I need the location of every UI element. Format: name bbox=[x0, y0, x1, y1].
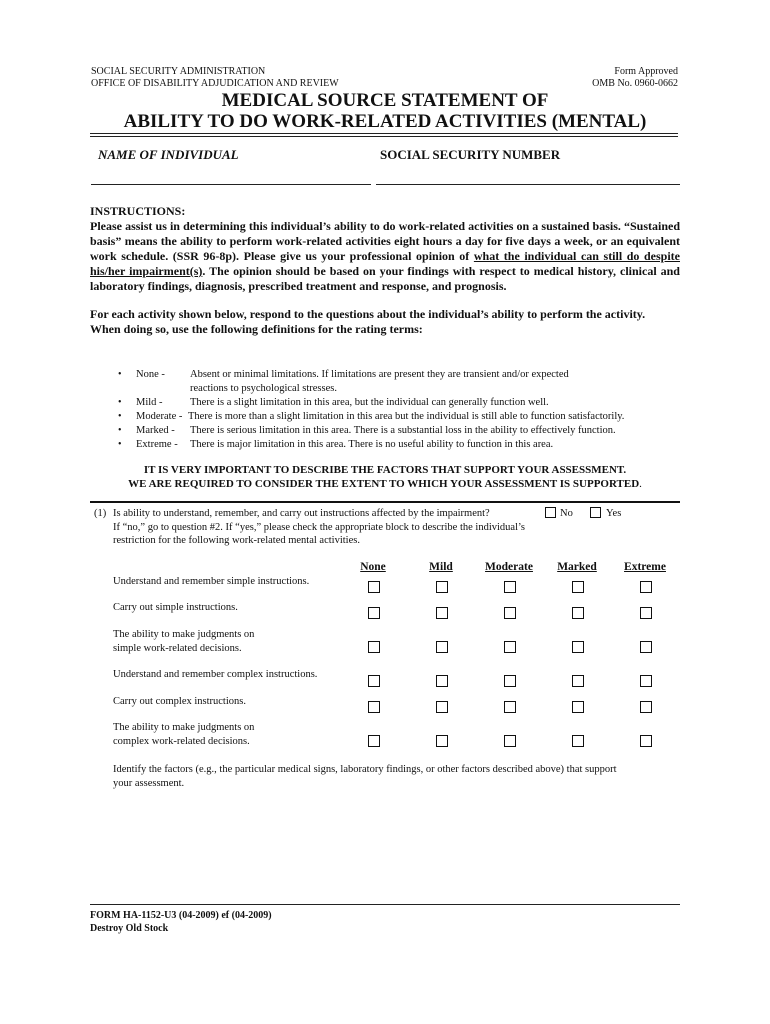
activity-label: Understand and remember simple instructions. bbox=[113, 576, 310, 587]
rating-checkbox-mild[interactable] bbox=[436, 641, 448, 653]
important-line1: IT IS VERY IMPORTANT TO DESCRIBE THE FACTORS THAT SUPPORT YOUR ASSESSMENT. bbox=[143, 464, 627, 476]
important-line2: WE ARE REQUIRED TO CONSIDER THE EXTENT TO WHICH YOUR ASSESSMENT IS SUPPORTED. bbox=[128, 478, 642, 490]
question1-text: Is ability to understand, remember, and carry out instructions affected by the impairment? bbox=[113, 508, 490, 519]
rating-checkbox-none[interactable] bbox=[368, 607, 380, 619]
rating-checkbox-moderate[interactable] bbox=[504, 641, 516, 653]
definitions-list bbox=[118, 368, 678, 452]
rating-checkbox-moderate[interactable] bbox=[504, 607, 516, 619]
question1-yes-label: Yes bbox=[606, 508, 622, 519]
ssn-field[interactable] bbox=[376, 184, 680, 185]
rating-checkbox-moderate[interactable] bbox=[504, 675, 516, 687]
definition-none: • None - Absent or minimal limitations. If limitations are present they are transient and/or expected bbox=[118, 369, 569, 380]
instructions-underlined: what the individual can still do despite his/her impairment(s) bbox=[90, 249, 680, 278]
page-title-line2: ABILITY TO DO WORK-RELATED ACTIVITIES (MENTAL) bbox=[123, 111, 647, 132]
destroy-old-stock: Destroy Old Stock bbox=[90, 923, 169, 934]
rating-checkbox-moderate[interactable] bbox=[504, 581, 516, 593]
rating-checkbox-extreme[interactable] bbox=[640, 701, 652, 713]
definition-none-cont: reactions to psychological stresses. bbox=[190, 383, 337, 394]
section-divider bbox=[90, 501, 680, 503]
rating-checkbox-mild[interactable] bbox=[436, 607, 448, 619]
instructions-heading: INSTRUCTIONS: bbox=[90, 204, 186, 218]
title-divider bbox=[90, 133, 678, 137]
form-number: FORM HA-1152-U3 (04-2009) ef (04-2009) bbox=[90, 910, 272, 921]
rating-checkbox-extreme[interactable] bbox=[640, 675, 652, 687]
col-header-mild: Mild bbox=[429, 561, 453, 573]
name-label: NAME OF INDIVIDUAL bbox=[98, 147, 239, 162]
question1-line2: If “no,” go to question #2. If “yes,” please check the appropriate block to describe the individual’s bbox=[113, 522, 525, 533]
activity-label: Carry out complex instructions. bbox=[113, 696, 246, 707]
rating-checkbox-marked[interactable] bbox=[572, 607, 584, 619]
rating-checkbox-marked[interactable] bbox=[572, 675, 584, 687]
omb-number: OMB No. 0960-0662 bbox=[592, 78, 678, 89]
definition-mild: • Mild - There is a slight limitation in this area, but the individual can generally function well. bbox=[118, 397, 549, 408]
rating-checkbox-marked[interactable] bbox=[572, 581, 584, 593]
col-header-extreme: Extreme bbox=[624, 561, 666, 573]
rating-checkbox-mild[interactable] bbox=[436, 581, 448, 593]
activity-label: Understand and remember complex instructions. bbox=[113, 669, 318, 680]
factors-prompt: Identify the factors (e.g., the particular medical signs, laboratory findings, or other factors described above) that support your assessment. bbox=[113, 764, 617, 789]
agency-name bbox=[91, 66, 339, 90]
rating-checkbox-moderate[interactable] bbox=[504, 735, 516, 747]
rating-intro-line1: For each activity shown below, respond to the questions about the individual’s ability to perform the activity. bbox=[90, 307, 646, 321]
instructions-text: Please assist us in determining this individual’s ability to do work-related activities on a sustained basis. “Sustained basis” means the ability to perform work-related activities eight hours a day for five days a week, or an equivalent work schedule. (SSR 96-8p). Please give us your professional opinion of bbox=[90, 219, 680, 263]
activity-label: The ability to make judgments on complex work-related decisions. bbox=[113, 722, 255, 747]
instructions-text-end: . The opinion should be based on your findings with respect to medical history, clinical and laboratory findings, diagnosis, prescribed treatment and response, and prognosis. bbox=[90, 264, 680, 293]
rating-checkbox-marked[interactable] bbox=[572, 641, 584, 653]
rating-checkbox-none[interactable] bbox=[368, 675, 380, 687]
question1-no-checkbox[interactable] bbox=[545, 507, 556, 518]
rating-checkbox-none[interactable] bbox=[368, 641, 380, 653]
rating-checkbox-none[interactable] bbox=[368, 735, 380, 747]
rating-checkbox-extreme[interactable] bbox=[640, 641, 652, 653]
activity-label: The ability to make judgments on simple work-related decisions. bbox=[113, 629, 255, 654]
rating-checkbox-moderate[interactable] bbox=[504, 701, 516, 713]
question1-yes-checkbox[interactable] bbox=[590, 507, 601, 518]
rating-checkbox-mild[interactable] bbox=[436, 735, 448, 747]
instructions-paragraph bbox=[90, 219, 680, 294]
instructions-block bbox=[90, 204, 680, 337]
rating-checkbox-extreme[interactable] bbox=[640, 607, 652, 619]
rating-checkbox-mild[interactable] bbox=[436, 701, 448, 713]
col-header-moderate: Moderate bbox=[485, 561, 533, 573]
definition-marked: • Marked - There is serious limitation in this area. There is a substantial loss in the ability to effectively function. bbox=[118, 425, 616, 436]
col-header-marked: Marked bbox=[557, 561, 597, 573]
col-header-none: None bbox=[360, 561, 386, 573]
form-footer bbox=[90, 909, 272, 935]
rating-checkbox-none[interactable] bbox=[368, 581, 380, 593]
agency-line1: SOCIAL SECURITY ADMINISTRATION bbox=[91, 66, 266, 77]
rating-checkbox-mild[interactable] bbox=[436, 675, 448, 687]
page-title-line1: MEDICAL SOURCE STATEMENT OF bbox=[221, 90, 549, 111]
activity-label: Carry out simple instructions. bbox=[113, 602, 238, 613]
agency-line2: OFFICE OF DISABILITY ADJUDICATION AND REVIEW bbox=[91, 78, 339, 89]
question1-number: (1) bbox=[94, 508, 107, 519]
rating-checkbox-marked[interactable] bbox=[572, 701, 584, 713]
rating-checkbox-marked[interactable] bbox=[572, 735, 584, 747]
omb-block bbox=[592, 66, 678, 90]
rating-checkbox-extreme[interactable] bbox=[640, 735, 652, 747]
ssn-label: SOCIAL SECURITY NUMBER bbox=[380, 147, 561, 162]
question1-line3: restriction for the following work-related mental activities. bbox=[113, 535, 360, 546]
rating-intro-line2: When doing so, use the following definitions for the rating terms: bbox=[90, 322, 423, 336]
question1-no-label: No bbox=[560, 508, 573, 519]
form-approved: Form Approved bbox=[614, 66, 678, 77]
definition-moderate: • Moderate - There is more than a slight limitation in this area but the individual is still able to function satisfactorily. bbox=[118, 411, 625, 422]
footer-rule bbox=[90, 904, 680, 905]
important-notice bbox=[90, 463, 680, 491]
name-field[interactable] bbox=[91, 184, 371, 185]
rating-checkbox-none[interactable] bbox=[368, 701, 380, 713]
rating-checkbox-extreme[interactable] bbox=[640, 581, 652, 593]
definition-extreme: • Extreme - There is major limitation in this area. There is no useful ability to function in this area. bbox=[118, 439, 554, 450]
